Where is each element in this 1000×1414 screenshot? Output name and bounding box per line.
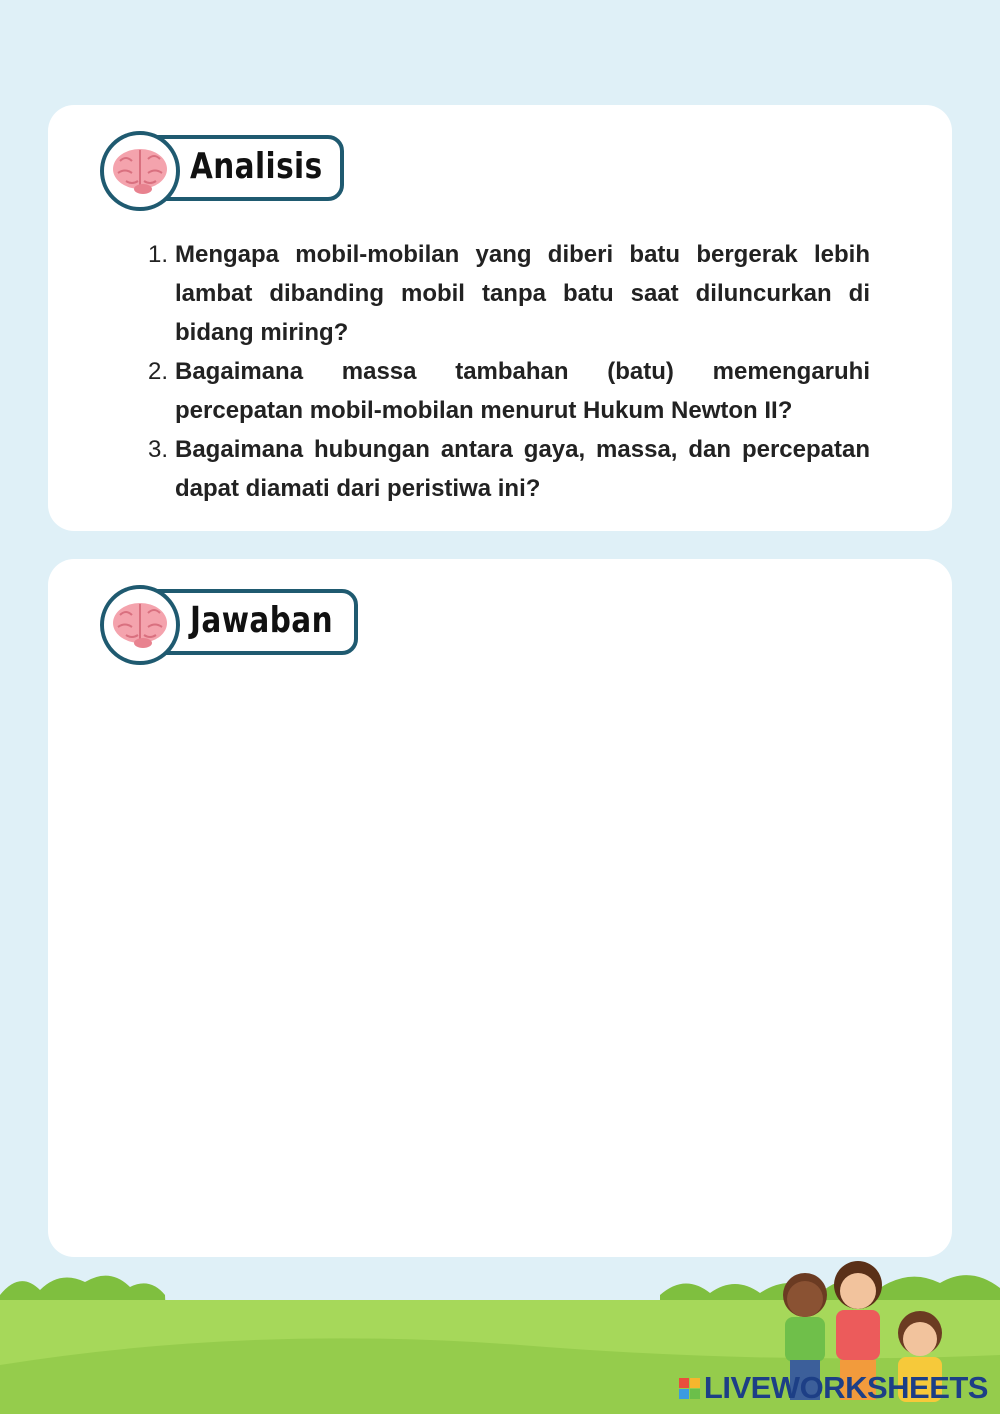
badge-circle [100,585,180,665]
jawaban-card [48,559,952,1257]
question-item [148,352,870,430]
analisis-card [48,105,952,531]
question-item [148,430,870,508]
question-text: Bagaimana hubungan antara gaya, massa, dan percepatan dapat diamati dari peristiwa ini? [175,436,870,502]
answer-area[interactable] [108,679,892,1219]
watermark-text: LIVEWORKSHEETS [703,1370,988,1405]
question-text: Bagaimana massa tambahan (batu) memengaruhi percepatan mobil-mobilan menurut Hukum Newton II? [175,358,870,424]
analisis-title: Analisis [190,146,323,187]
question-list [148,235,870,508]
question-number: 2. [148,358,169,385]
liveworksheets-logo-icon [679,1378,700,1399]
question-number: 1. [148,241,169,268]
liveworksheets-watermark [679,1370,988,1406]
jawaban-title: Jawaban [190,600,334,641]
badge-circle [100,131,180,211]
brain-icon [110,599,170,651]
question-number: 3. [148,436,169,463]
brain-icon [110,145,170,197]
question-item [148,235,870,352]
question-text: Mengapa mobil-mobilan yang diberi batu bergerak lebih lambat dibanding mobil tanpa batu saat diluncurkan di bidang miring? [175,241,870,346]
